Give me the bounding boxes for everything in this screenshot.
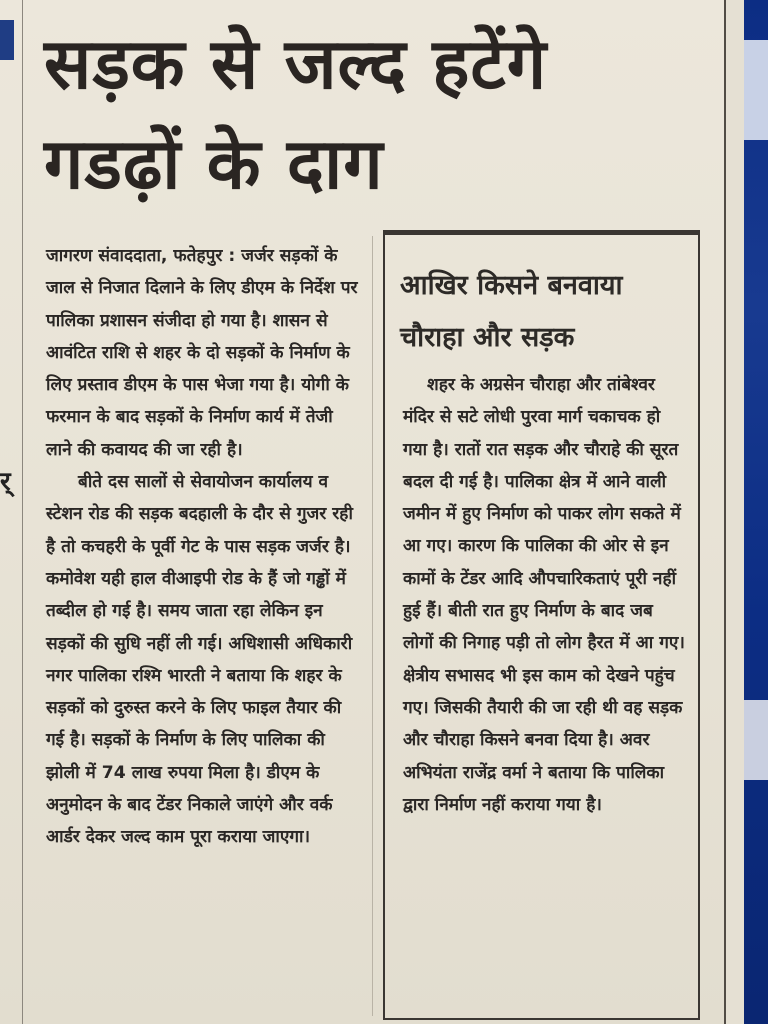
sidebar-title — [400, 260, 690, 364]
column-divider — [372, 236, 373, 1016]
sidebar-title-line: आखिर किसने बनवाया — [400, 270, 623, 301]
sidebar-body: शहर के अग्रसेन चौराहा और तांबेश्वर मंदिर से सटे लोधी पुरवा मार्ग चकाचक हो गया है। रातों रात सड़क और चौराहे की सूरत बदल दी गई है। पालिका क्षेत्र में आने वाली जमीन में हुए निर्माण को पाकर लोग सकते में आ गए। कारण कि पालिका की ओर से इन कामों के टेंडर आदि औपचारिकताएं पूरी नहीं हुई हैं। बीती रात हुए निर्माण के बाद जब लोगों की निगाह पड़ी तो लोग हैरत में आ गए। क्षेत्रीय सभासद भी इस काम को देखने पहुंच गए। जिसकी तैयारी की जा रही थी वह सड़क और चौराहा किसने बनवा दिया है। अवर अभियंता राजेंद्र वर्मा ने बताया कि पालिका द्वारा निर्माण नहीं कराया गया है। — [403, 375, 685, 815]
article-headline — [44, 14, 704, 214]
paragraph-text: जर्जर सड़कों के जाल से निजात दिलाने के लिए डीएम के निर्देश पर पालिका प्रशासन संजीदा हो गया है। शासन से आवंटित राशि से शहर के दो सड़कों के निर्माण के लिए प्रस्ताव डीएम के पास भेजा गया है। योगी के फरमान के बाद सड़कों के निर्माण कार्य में तेजी लाने की कवायद की जा रही है। — [46, 246, 358, 460]
adjacent-page-light-strip — [744, 40, 768, 140]
headline-line: गडढ़ों के दाग — [44, 123, 384, 205]
article-paragraph — [46, 240, 362, 466]
sidebar-title-line: चौराहा और सड़क — [400, 322, 575, 353]
adjacent-page-light-strip — [744, 700, 768, 780]
adjacent-blue-block — [0, 20, 14, 60]
headline-line: सड़क से जल्द हटेंगे — [44, 23, 548, 105]
article-paragraph: बीते दस सालों से सेवायोजन कार्यालय व स्टेशन रोड की सड़क बदहाली के दौर से गुजर रही है तो कचहरी के पूर्वी गेट के पास सड़क जर्जर है। कमोवेश यही हाल वीआइपी रोड के हैं जो गड्ढों में तब्दील हो गई है। समय जाता रहा लेकिन इन सड़कों की सुधि नहीं ली गई। अधिशासी अधिकारी नगर पालिका रश्मि भारती ने बताया कि शहर के सड़कों को दुरुस्त करने के लिए फाइल तैयार की गई है। सड़कों के निर्माण के लिए पालिका की झोली में 74 लाख रुपया मिला है। डीएम के अनुमोदन के बाद टेंडर निकाले जाएंगे और वर्क आर्डर देकर जल्द काम पूरा कराया जाएगा। — [46, 472, 353, 848]
adjacent-page-blue-band — [744, 0, 768, 1024]
article-body — [46, 240, 362, 854]
adjacent-column-left — [0, 0, 23, 1024]
dateline: जागरण संवाददाता, फतेहपुर : — [46, 246, 236, 266]
adjacent-text-fragment: र् — [0, 467, 11, 497]
